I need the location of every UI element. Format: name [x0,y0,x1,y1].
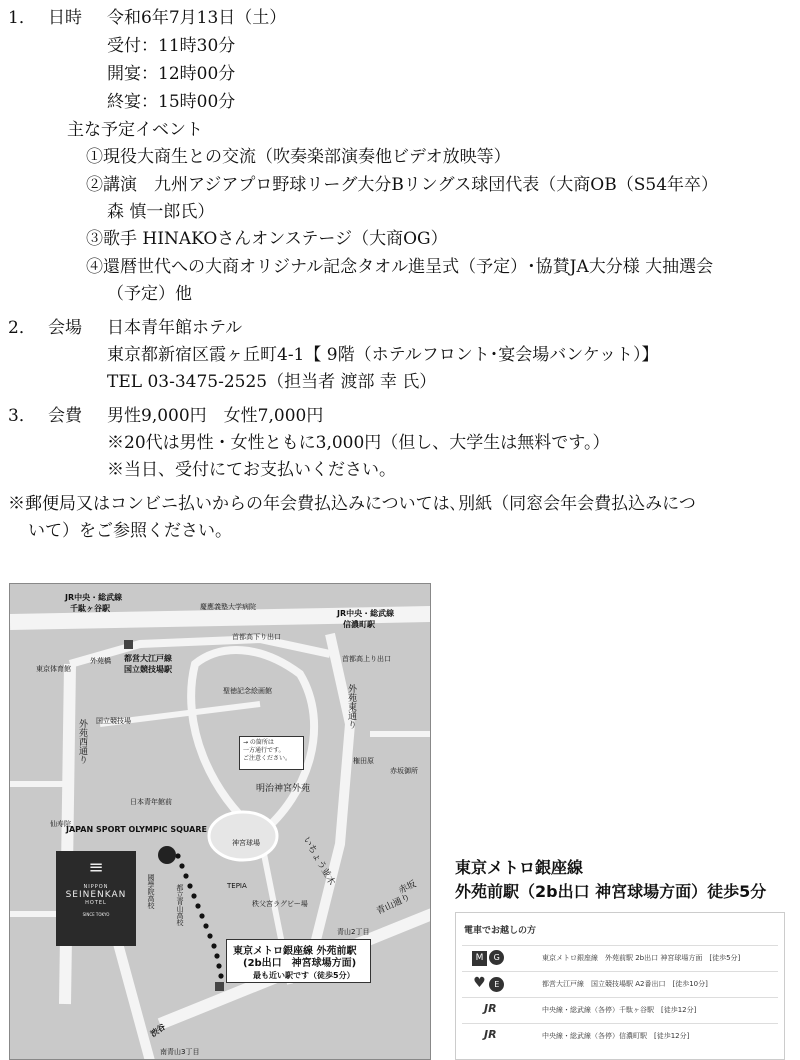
venue-address: 東京都新宿区霞ヶ丘町4-1【 9階（ホテルフロント･宴会場バンケット）】 [107,345,659,365]
map-label-gaien-bridge: 外苑橋 [90,657,111,665]
map-label-shutoko-up: 首都高上り出口 [342,655,391,663]
nearest-station-callout [226,939,371,983]
map-label-tepia: TEPIA [227,882,247,890]
logo-hotel: HOTEL [85,900,107,906]
map-label-shinanomachi: 信濃町駅 [343,620,375,629]
seinenkan-logo [56,851,136,946]
section-3-label: 会費 [48,406,82,426]
footnote-line-1: ※郵便局又はコンビニ払いからの年会費払込みについては､別紙（同窓会年会費払込みにつ [8,494,696,514]
event-2: ②講演 九州アジアプロ野球リーグ大分Bリングス球団代表（大商OB（S54年卒） [86,175,719,195]
event-date: 令和6年7月13日（土） [107,8,287,28]
map-label-aoyama-2chome: 青山2丁目 [337,928,370,936]
access-row-text: 中央線・総武線（各停）千駄ヶ谷駅 [徒歩12分] [542,1006,697,1014]
access-heading-line-1: 東京メトロ銀座線 [455,858,584,877]
events-title: 主な予定イベント [67,120,203,140]
train-access-title: 電車でお越しの方 [464,926,537,936]
map-label-akasaka: 赤坂 [397,879,418,897]
map-label-keio-hospital: 慶應義塾大学病院 [200,603,256,611]
map-label-minami-aoyama: 南青山3丁目 [160,1048,200,1056]
map-label-national-stadium: 国立競技場 [96,717,131,725]
logo-nippon: NIPPON [83,884,109,890]
map-label-jr-sobu-west: JR中央・総武線 [65,593,123,602]
map-label-jingu-stadium: 神宮球場 [232,839,260,847]
fee-amounts: 男性9,000円 女性7,000円 [107,406,324,426]
access-heading-line-2: 外苑前駅（2b出口 神宮球場方面）徒歩5分 [455,882,767,901]
map-label-seinenkan-mae: 日本青年館前 [130,798,172,806]
one-way-notice [239,736,304,770]
map-label-painting-gallery: 聖徳記念絵画館 [223,687,272,695]
ginza-line-icon: M G [472,950,512,966]
reception-time: 受付：11時30分 [107,36,236,56]
event-2-cont: 森 慎一郎氏） [107,202,215,222]
access-row [462,1023,778,1048]
map-label-gonjo: 権田原 [353,757,374,765]
section-3-number: 3． [8,406,36,426]
map-label-aoyama-dori: 青山通り [375,892,413,918]
logo-tokyo: SINCE TOKYO [82,912,110,917]
footnote-line-2: いて）をご参照ください。 [28,521,232,541]
map-label-tokyo-gym: 東京体育館 [36,665,71,673]
logo-emblem: ≡ [88,857,104,878]
notice-line-3: ご注意ください。 [243,755,292,762]
callout-line-1: 東京メトロ銀座線 外苑前駅 [233,946,357,957]
map-label-chichibu-rugby: 秩父宮ラグビー場 [252,900,308,908]
map-label-oedo-line: 都営大江戸線 [124,654,172,663]
access-row-text: 都営大江戸線 国立競技場駅 A2番出口 [徒歩10分] [542,980,708,988]
access-row [462,945,778,970]
map-label-meiji-gaien: 明治神宮外苑 [256,784,311,794]
closing-time: 終宴：15時00分 [107,92,236,112]
fee-note-1: ※20代は男性・女性ともに3,000円（但し、大学生は無料です。） [107,433,610,453]
map-label-ginkgo-avenue: いちょう並木 [300,835,337,888]
callout-line-2: (2b出口 神宮球場方面) [243,958,357,969]
callout-line-3: 最も近い駅です（徒歩5分） [253,971,355,980]
map-label-sendaji: 仙寿院 [50,820,71,828]
opening-time: 開宴：12時00分 [107,64,236,84]
notice-line-1: → の箇所は [243,739,274,746]
access-row [462,997,778,1022]
event-1: ①現役大商生との交流（吹奏楽部演奏他ビデオ放映等） [86,147,511,167]
event-4: ④還暦世代への大商オリジナル記念タオル進呈式（予定）･協賛JA大分様 大抽選会 [86,257,714,277]
map-label-sendagaya: 千駄ヶ谷駅 [70,604,110,613]
access-row [462,971,778,996]
map-label-gaien-nishi-dori: 外苑西通り [77,719,87,764]
jr-icon: JR [484,1002,497,1015]
map-label-aoyama-hs: 都立青山高校 [176,884,184,926]
map-label-jsos: JAPAN SPORT OLYMPIC SQUARE [66,825,207,834]
access-row-text: 中央線・総武線（各停）信濃町駅 [徒歩12分] [542,1032,690,1040]
section-2-number: 2． [8,318,36,338]
section-2-label: 会場 [48,318,82,338]
event-4-cont: （予定）他 [107,284,192,304]
access-row-text: 東京メトロ銀座線 外苑前駅 2b出口 神宮球場方面 [徒歩5分] [542,954,741,962]
oedo-line-icon: ♥ E [472,976,512,992]
venue-map [9,583,431,1060]
logo-name: SEINENKAN [65,890,127,900]
map-label-akasaka-palace: 赤坂御所 [390,767,418,775]
fee-note-2: ※当日、受付にてお支払いください。 [107,460,396,480]
section-1-label: 日時 [48,8,82,28]
map-label-kokuritsu-station: 国立競技場駅 [124,665,172,674]
map-label-shibuya: 渋谷 [148,1022,168,1039]
venue-name: 日本青年館ホテル [107,318,243,338]
section-1-number: 1． [8,8,36,28]
map-label-gaien-higashi-dori: 外苑東通り [346,684,356,729]
map-label-jr-sobu-east: JR中央・総武線 [337,609,395,618]
notice-line-2: 一方通行です。 [243,747,285,754]
map-label-shutoko-down: 首都高下り出口 [232,633,281,641]
map-label-kokugakuin: 國學院高校 [147,874,155,909]
venue-tel: TEL 03-3475-2525（担当者 渡部 幸 氏） [107,372,437,392]
jr-icon: JR [484,1028,497,1041]
event-3: ③歌手 HINAKOさんオンステージ（大商OG） [86,229,448,249]
train-access-panel [455,912,785,1060]
